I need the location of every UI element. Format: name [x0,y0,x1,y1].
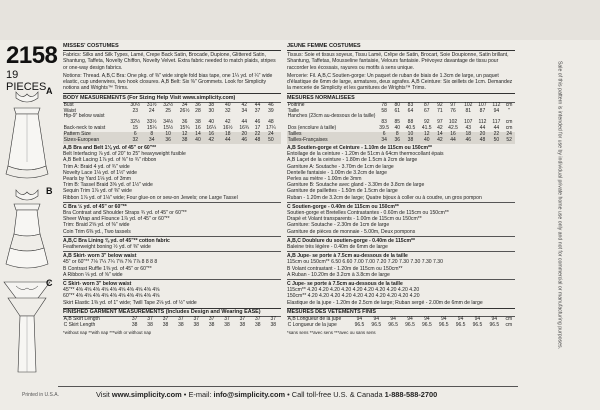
pieces-count: 19 PIECES [6,69,47,93]
measurement-value: 38 [270,321,277,328]
measurement-value: 16½ [222,125,233,132]
yardage-line: A,B Jupe- se porte à 7.5cm au-dessous de la taille [287,253,408,260]
yardage-divider [287,279,515,280]
measurement-value: 30 [208,107,215,114]
measurement-value: 34 [143,138,159,144]
measurement-value: 38 [208,321,215,328]
measurement-value: 40 [193,138,203,144]
yardage-divider [63,202,281,203]
measurement-value: 36 [181,119,188,126]
view-c-sketch [2,276,52,376]
measurement-label: A,B Longueur de la jupe [287,316,342,323]
measurement-value: 38 [195,119,201,126]
measurement-value: 25 [165,107,171,114]
side-notice-text: Sale of this pattern is intended for use by individual private home use only and not for commercial or manufacturing purposes. [556,60,563,350]
yardage-line: Baleine très légère - 0.40m de 6mm de large [287,244,388,251]
measurement-value: 16 [195,125,201,132]
measurement-value: 94 [373,316,380,323]
yardage-line: 45" or 60"** 7⅛ 7¼ 7¼ 7⅝ 7⅝ 7⅞ 8 8 8 8 [63,259,158,266]
measurement-value: 16¼ [206,125,217,132]
english-yardage [63,145,281,306]
measurement-value: 107 [478,101,487,108]
measurement-value: 17¼ [265,125,276,132]
measurement-value: 46 [254,119,261,126]
measurement-value: 80 [394,101,401,108]
measurement-value: 37 [239,316,246,323]
measurement-label: Hanches (23cm au-dessous de la taille) [287,113,376,120]
measurement-label: A,B Skirt Length [63,316,100,323]
measurement-value: 32½ [130,119,141,126]
measurement-value: 37 [255,316,261,323]
measurement-label: C Skirt Length [63,321,96,328]
measurement-value: 8 [143,132,159,138]
measurement-label: Bust [63,101,74,108]
measurement-value: 96.5 [371,321,382,328]
yardage-line: A,B Skirt- worn 3" below waist [63,253,137,260]
yardage-line: B Contrast Ruffle 1⅜ yd. of 45" or 60"** [63,265,152,272]
measurement-value: 12 [419,132,435,138]
measurement-value: 96.5 [388,321,399,328]
measurement-value: 43 [465,125,472,132]
english-fabrics: Fabrics: Silks and Silk Types, Lamé, Crepe Back Satin, Brocade, Dupione, Glittered Satin, Shantung, Taffeta, Novelty Chiffon, Novelty Velvet. Extra fabric needed to match plaids, stripes or one-way design fabrics. [63,52,276,71]
yardage-line: 45"** 4⅝ 4⅝ 4⅝ 4⅝ 4⅝ 4⅝ 4⅝ 4⅝ 4⅝ 4⅝ [63,287,160,294]
measurement-value: 96.5 [489,321,500,328]
side-notice-strip [530,30,588,380]
measurement-value: 42 [203,138,219,144]
measurement-value: 16 [445,132,461,138]
measurement-value: 96.5 [438,321,449,328]
measurement-value: 38 [239,321,246,328]
footer-bullet: • [183,390,189,399]
view-b-letter: B [46,186,53,196]
french-nap-note: *sans sens **avec sens ***avec ou sans sens [287,329,376,335]
measurement-value: 87 [423,101,430,108]
yardage-line: A Ribbon ⅛ yd. of ⅝" wide [63,271,123,278]
measurement-value: 102 [464,101,473,108]
measurement-value: cm [505,119,513,126]
measurement-value: 40 [394,125,401,132]
measurement-value: 94 [424,316,430,323]
measurement-value: 52 [503,138,515,144]
yardage-line: Entoilage de la ceinture - 1.20m de 51cm à 64cm thermocollant épais [287,151,444,158]
measurement-value: 85 [394,119,401,126]
measurement-value: 94 [356,316,363,323]
english-body-measurements-table [63,103,281,144]
measurement-value: 94 [457,316,464,323]
measurement-value: 44 [479,125,486,132]
measurement-value: 44 [445,138,461,144]
measurement-value: 34 [241,107,247,114]
measurement-row [287,323,515,329]
french-column [287,43,515,336]
measurement-value: 96.5 [455,321,466,328]
yardage-line: Sequin Trim 1⅞ yd. of ⅜" wide [63,188,132,195]
footer-website-link[interactable]: www.simplicity.com [111,390,182,399]
printed-in: Printed in U.S.A. [22,392,59,398]
measurement-value: 42.5 [448,125,458,132]
measurement-value: 16 [203,132,219,138]
measurement-value: 32 [127,138,143,144]
measurement-value: 24 [263,132,279,138]
measurement-value: 38 [193,321,200,328]
footer-phone-label: Call toll-free U.S. & Canada [291,390,383,399]
measurement-value: 6 [376,132,392,138]
measurement-value: 24 [148,107,155,114]
measurement-value: 102 [448,119,458,126]
measurement-value: 38 [255,321,261,328]
measurement-value: 23 [132,107,139,114]
french-yardage [287,145,515,306]
measurement-value: 16¾ [239,125,250,132]
measurement-value: 67 [423,107,430,114]
footer-contact [96,390,437,399]
yardage-line: Soutien-gorge et Bretelles Contrastantes - 0.60m de 115cm ou 150cm** [287,210,449,216]
yardage-line: Pearls by Yard 1⅛ yd. of 3mm [63,175,132,182]
measurement-value: 50 [490,138,504,144]
measurement-value: 42 [241,101,247,108]
measurement-value: 37 [131,316,138,323]
measurement-value: 39.5 [379,125,390,132]
yardage-line: Drapé et Volant transparents - 1.00m de 115cm ou 150cm** [287,216,422,223]
measurement-label: Tailles-Françaises [287,138,376,144]
view-b-drawing [2,186,52,272]
yardage-line: Trim A: Braid 4 yd. of ¾" wide [63,163,130,170]
footer [0,380,600,410]
yardage-line: Belt Interfacing ⅞ yd. of 20" to 25" heavyweight fusible [63,151,186,158]
yardage-line: Trim: Braid 2⅝ yd. of ⅜" wide [63,222,130,229]
yardage-line: A,B Soutien-gorge et Ceinture - 1.10m de 115cm ou 150cm** [287,144,432,151]
view-a-letter: A [46,86,53,96]
measurement-value: 96.5 [405,321,415,328]
measurement-value: cm [505,316,513,323]
french-body-measurements-heading: MESURES NORMALISEES [287,93,515,102]
measurement-value: 15¾ [179,125,190,132]
measurement-value: 37 [178,316,184,323]
view-c-letter: C [46,278,53,288]
french-finished-heading: MESURES DES VETEMENTS FINIS [287,308,515,317]
english-finished-table [63,317,281,329]
measurement-value: 96.5 [354,321,365,328]
measurement-value: 97 [450,101,456,108]
measurement-value: 96.5 [422,321,432,328]
measurement-value: 37 [162,316,169,323]
measurement-value: 46 [268,101,274,108]
measurement-value: 15 [132,125,139,132]
measurement-value: 34 [181,101,188,108]
yardage-line: Sheer Wrap and Flounce 1⅞ yd. of 45" or 60"** [63,216,170,223]
measurement-value: 48 [268,119,274,126]
english-column [63,43,281,336]
measurement-label: Poitrine [287,101,305,108]
measurement-value: 12 [176,132,192,138]
measurement-value: 76 [450,107,456,114]
measurement-label: Waist [63,107,76,114]
measurement-row [63,323,281,329]
yardage-line: Garniture: Soutache - 2.30m de 1cm de large [287,222,390,229]
yardage-line: Garniture de pièces de monnaie - 5.00m, Deux pompons [287,228,416,235]
measurement-value: 38 [147,321,153,328]
view-a-sketch [2,86,52,181]
yardage-line: Dentelle fantaisie - 1.00m de 3.2cm de large [287,169,387,176]
measurement-value: 15¼ [146,125,157,132]
footer-visit-label: Visit [96,390,110,399]
measurement-value: cm [505,125,513,132]
measurement-value: 39 [268,107,274,114]
yardage-divider [287,202,515,203]
measurement-value: 92 [423,119,430,126]
measurement-value: 64 [407,107,414,114]
measurement-value: 32½ [163,101,174,108]
measurement-value: 20 [236,132,252,138]
measurement-value: cm [505,101,513,108]
french-finished-table [287,317,515,329]
footer-bullet-2: • [287,390,292,399]
measurement-label: Hip-9" below waist [63,113,105,120]
footer-email-label: E-mail: [188,390,212,399]
yardage-line: Garniture de paillettes - 1.50m de 1.5cm de large [287,188,398,195]
yardage-line: C Soutien-gorge - 0.40m de 115cm ou 150cm** [287,203,399,210]
measurement-label: C Longueur de la jupe [287,321,337,328]
measurement-value: 8 [392,132,402,138]
measurement-value: 44 [254,101,261,108]
yardage-line: Ruban - 1.20m de 3.2cm de large; Quatre bijoux à coller ou à coudre, un gros pompon [287,194,482,201]
measurement-value: 87 [479,107,486,114]
measurement-value: 92 [437,101,443,108]
measurement-label: Taille [287,107,299,114]
measurement-label: Sizes-European [63,138,127,144]
footer-email-link[interactable]: info@simplicity.com [213,390,286,399]
measurement-row [287,138,515,144]
measurement-value: 46 [461,138,475,144]
french-body-measurements-table [287,103,515,144]
measurement-value: 38 [162,321,169,328]
measurement-value: 37 [224,316,230,323]
measurement-value: 40.5 [405,125,416,132]
measurement-value: 81 [465,107,472,114]
measurement-value: 50 [263,138,279,144]
measurement-label: Back-neck to waist [63,125,106,132]
measurement-value: 94 [440,316,447,323]
measurement-value: 22 [490,132,504,138]
yardage-line: A,B,C Doublure du soutien-gorge - 0.40m de 115cm** [287,237,415,244]
measurement-value: 94 [390,316,396,323]
view-a-drawing [2,86,52,181]
yardage-line: Trim B: Tassel Braid 3⅝ yd. of 1½" wide [63,182,153,189]
measurement-value: 37 [270,316,277,323]
measurement-value: 37 [254,107,261,114]
english-notions: Notions: Thread. A,B,C Bra: One pkg. of ⅜" wide single fold bias tape, one 1¼ yd. of ¼" wide elastic, cup underwires, two hook closures. A,B Belt: Six ⅜" Grommets. Look for Simplicity notions and Wrights™ Trims. [63,72,273,92]
yardage-line: Skirt Elastic 1⅜ yd. of 1" wide; Twill Tape 2⅛ yd. of ½" wide [63,299,197,306]
measurement-value: 117 [492,119,501,126]
measurement-value: 22 [252,132,262,138]
yardage-line: Garniture B: Soutache avec gland - 3.30m de 3.8cm de large [287,182,425,189]
measurement-value: 10 [160,132,176,138]
yardage-line: C Bra ½ yd. of 45" or 60"** [63,203,127,210]
measurement-value: 30½ [130,101,141,108]
measurement-value: 48 [475,138,489,144]
measurement-value: 32 [224,107,231,114]
english-heading: MISSES' COSTUMES [63,43,281,51]
yardage-line: A,B Laçet de la ceinture - 1.80m de 1.5cm à 2cm de large [287,157,418,164]
footer-divider [58,386,518,387]
measurement-value: 94 [491,316,498,323]
measurement-value: 10 [402,132,418,138]
measurement-value: 40 [419,138,435,144]
yardage-line: 60"** 4⅝ 4⅝ 4⅝ 4⅝ 4⅝ 4⅝ 4⅝ 4⅝ 4⅝ 4⅝ [63,293,160,300]
view-b-sketch [2,186,52,272]
yardage-line: Perles au mètre - 1.00m de 3mm [287,175,362,182]
measurement-value: 18 [461,132,475,138]
yardage-line: A Ruban - 10.20m de 3.2cm à 3.8cm de large [287,271,390,278]
yardage-line: 115cm ou 150cm** 6.50 6.60 7.00 7.00 7.20 7.20 7.30 7.30 7.30 7.30 [287,259,443,266]
measurement-value: 38 [131,321,138,328]
yardage-line: A,B Bra and Belt 1⅛ yd. of 45" or 60"** [63,144,157,151]
measurement-label: Tailles [287,132,376,138]
measurement-label: Pattern Size [63,132,127,138]
yardage-line: Ribbon 1⅞ yd. of 1⅛" wide; Four glue-on or sew-on Jewels; one Large Tassel [63,194,238,201]
measurement-value: 38 [208,101,215,108]
measurement-value: 38 [402,138,418,144]
measurement-value: 44 [220,138,236,144]
yardage-line: 115cm** 4.20 4.20 4.20 4.20 4.20 4.20 4.20 4.20 4.20 4.20 [287,287,420,294]
measurement-value: 40 [208,119,215,126]
measurement-value: 18 [220,132,236,138]
yardage-divider [63,236,281,237]
measurement-value: 83 [381,119,387,126]
measurement-value: 38 [176,138,192,144]
yardage-line: Bra Contrast and Shoulder Straps ¾ yd. of 45" or 60"** [63,210,187,216]
yardage-line: A,B,C Bra Lining ⅜ yd. of 45"** cotton fabric [63,237,170,244]
yardage-line: C Skirt- worn 3" below waist [63,281,132,288]
measurement-value: 40 [224,101,231,108]
measurement-value: 112 [492,101,501,108]
measurement-value: " [508,107,510,114]
measurement-value: 38 [178,321,184,328]
measurement-value: 37 [208,316,215,323]
measurement-value: 24 [503,132,515,138]
yardage-line: 150cm** 4.20 4.20 4.20 4.20 4.20 4.20 4.20 4.20 4.20 4.20 [287,293,420,300]
measurement-value [279,138,281,144]
measurement-value: 31½ [146,101,157,108]
yardage-line: Featherweight boning ½ yd. of ⅜" wide [63,244,151,251]
measurement-value: 78 [381,101,387,108]
measurement-value: 94 [493,107,500,114]
measurement-value: 83 [407,101,414,108]
yardage-divider [63,279,281,280]
french-heading: JEUNE FEMME COSTUMES [287,43,515,51]
measurement-value: 17 [254,125,261,132]
yardage-divider [287,251,515,252]
measurement-value: 37 [147,316,153,323]
measurement-value: 107 [464,119,473,126]
french-fabrics: Tissus: Soie et tissus soyeux, Tissu Lamé, Crêpe de Satin, Brocart, Soie Doupionne, Satin brillant, Shantung, Taffetas, Mousseline fantaisie, Velours fantaisie. Prévoyez davantage de tissu pour raccorder les écossais, rayures ou motifs à sens unique. [287,52,509,71]
top-strip [0,0,600,40]
yardage-divider [63,251,281,252]
measurement-value: 48 [252,138,262,144]
measurement-value: 14 [193,132,203,138]
measurement-value: 42 [437,125,443,132]
english-body-measurements-heading: BODY MEASUREMENTS (For Sizing Help Visit www.simplicity.com) [63,93,281,102]
measurement-value: 26½ [179,107,190,114]
measurement-value: 46 [236,138,252,144]
yardage-line: Élastique de la jupe - 1.20m de 2.5cm de large; Ruban sergé - 2.00m de 6mm de large [287,299,483,306]
yardage-divider [287,236,515,237]
yardage-line: B Volant contrastant - 1.20m de 115cm ou 150cm** [287,265,403,272]
measurement-value: 41.5 [421,125,432,132]
english-finished-heading: FINISHED GARMENT MEASUREMENTS (Includes Design and Wearing EASE) [63,308,281,317]
measurement-value: 97 [437,119,443,126]
french-notions: Mercerie: Fil. A,B,C Soutien-gorge: Un paquet de ruban de biais de 1.3cm de large, un paquet d'élastique de 6mm de large, armatures, deux agrafes. A,B Ceinture: Six œillets de 1cm. Demandez la mercerie de Simplicity et les garnitures de Wrights™ Trims. [287,72,513,92]
measurement-value: cm [505,321,513,328]
measurement-value: 44 [241,119,247,126]
measurement-value: 61 [394,107,401,114]
measurement-value: 44 [493,125,500,132]
footer-phone-number[interactable]: 1-888-588-2700 [384,390,438,399]
measurement-value: 15½ [163,125,174,132]
measurement-value: 42 [224,119,231,126]
measurement-value: 94 [407,316,413,323]
measurement-value: 6 [127,132,143,138]
measurement-value: 42 [435,138,445,144]
measurement-row [63,138,281,144]
pattern-number: 2158 [6,42,58,69]
measurement-value: 28 [195,107,201,114]
measurement-value: 36 [195,101,201,108]
left-margin [0,0,58,410]
measurement-row [63,126,281,132]
yardage-line: Garniture A: Soutache - 3.70m de 1cm de large [287,163,394,170]
measurement-value: 14 [435,132,445,138]
yardage-line: C Jupe- se porte à 7.5cm au-dessous de la taille [287,281,403,288]
measurement-value: 94 [474,316,481,323]
measurement-value: 36 [392,138,402,144]
measurement-value: 112 [478,119,487,126]
measurement-value: 37 [193,316,200,323]
measurement-value: 88 [407,119,414,126]
measurement-value: 58 [381,107,387,114]
yardage-line: Coin Trim 6⅜ yd., Two tassels [63,228,131,235]
measurement-value: 34 [376,138,392,144]
measurement-value: 34½ [163,119,174,126]
english-nap-note: *without nap **with nap ***with or without nap [63,329,152,335]
measurement-value: 38 [224,321,230,328]
measurement-value: 96.5 [472,321,483,328]
measurement-value: 36 [160,138,176,144]
yardage-line: Novelty Lace 1⅛ yd. of 1½" wide [63,169,138,176]
measurement-value: 20 [475,132,489,138]
measurement-value: 33½ [146,119,157,126]
measurement-value: 71 [437,107,443,114]
measurement-label: Dos (encolure à taille) [287,125,337,132]
yardage-line: A,B Belt Lacing 1⅞ yd. of ⅝" to ¾" ribbon [63,157,157,164]
view-c-drawing [2,276,52,376]
